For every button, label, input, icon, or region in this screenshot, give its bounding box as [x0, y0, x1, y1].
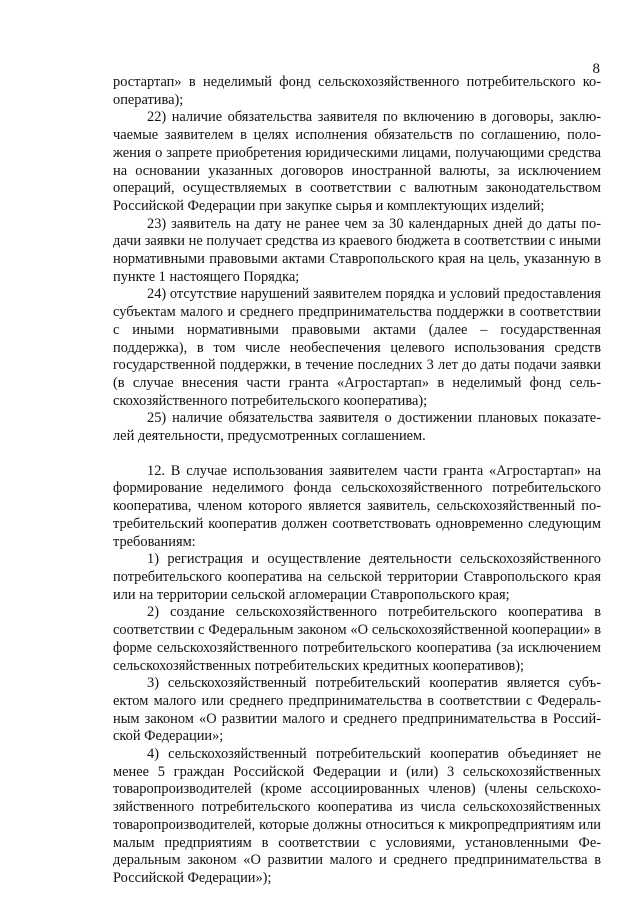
paragraph-item-24: 24) отсутствие нарушений заявителем порядка и условий предоставления субъектам малого и среднего предпринимательства поддержки в соответствии с иными нормативными правовыми актами (далее – государственная поддержка), в том числе необеспечения целевого использования средств государственной поддержки, в течение последних 3 лет до даты подачи заявки (в случае внесения части гранта «Агростартап» в неделимый фонд сельскохозяйственного потребительского кооператива); — [113, 286, 601, 409]
document-body — [113, 74, 601, 888]
paragraph-requirement-2: 2) создание сельскохозяйственного потребительского кооператива в соответствии с Федеральным законом «О сельскохозяйственной кооперации» в форме сельскохозяйственного потребительского кооператива (за исключением сельскохозяйственных потребительских кредитных кооперативов); — [113, 604, 601, 674]
paragraph-item-23: 23) заявитель на дату не ранее чем за 30 календарных дней до даты подачи заявки не получает средства из краевого бюджета в соответствии с иными нормативными правовыми актами Ставропольского края на цель, указанную в пункте 1 настоящего Порядка; — [113, 215, 601, 285]
paragraph-requirement-3: 3) сельскохозяйственный потребительский кооператив является субъектом малого или среднего предпринимательства в соответствии с Федеральным законом «О развитии малого и среднего предпринимательства в Российской Федерации»; — [113, 675, 601, 745]
paragraph-item-25: 25) наличие обязательства заявителя о достижении плановых показателей деятельности, предусмотренных соглашением. — [113, 410, 601, 445]
paragraph-requirement-4: 4) сельскохозяйственный потребительский кооператив объединяет не менее 5 граждан Российской Федерации и (или) 3 сельскохозяйственных товаропроизводителей (кроме ассоциированных членов) (члены сельскохозяйственного потребительского кооператива из числа сельскохозяйственных товаропроизводителей, которые должны относиться к микропредприятиям или малым предприятиям в соответствии с условиями, установленными Федеральным законом «О развитии малого и среднего предпринимательства в Российской Федерации»); — [113, 746, 601, 886]
paragraph-item-22: 22) наличие обязательства заявителя по включению в договоры, заключаемые заявителем в целях исполнения обязательств по соглашению, положения о запрете приобретения юридическими лицами, получающими средства на основании указанных договоров иностранной валюты, за исключением операций, осуществляемых в соответствии с валютным законодательством Российской Федерации при закупке сырья и комплектующих изделий; — [113, 109, 601, 214]
paragraph-section-12: 12. В случае использования заявителем части гранта «Агростартап» на формирование неделимого фонда сельскохозяйственного потребительского кооператива, членом которого является заявитель, сельскохозяйственный потребительский кооператив должен соответствовать одновременно следующим требованиям: — [113, 462, 601, 550]
page-number: 8 — [592, 61, 600, 77]
paragraph-requirement-1: 1) регистрация и осуществление деятельности сельскохозяйственного потребительского кооператива на сельской территории Ставропольского края или на территории сельской агломерации Ставропольского края; — [113, 551, 601, 603]
paragraph-continuation: ростартап» в неделимый фонд сельскохозяйственного потребительского кооператива); — [113, 74, 601, 108]
